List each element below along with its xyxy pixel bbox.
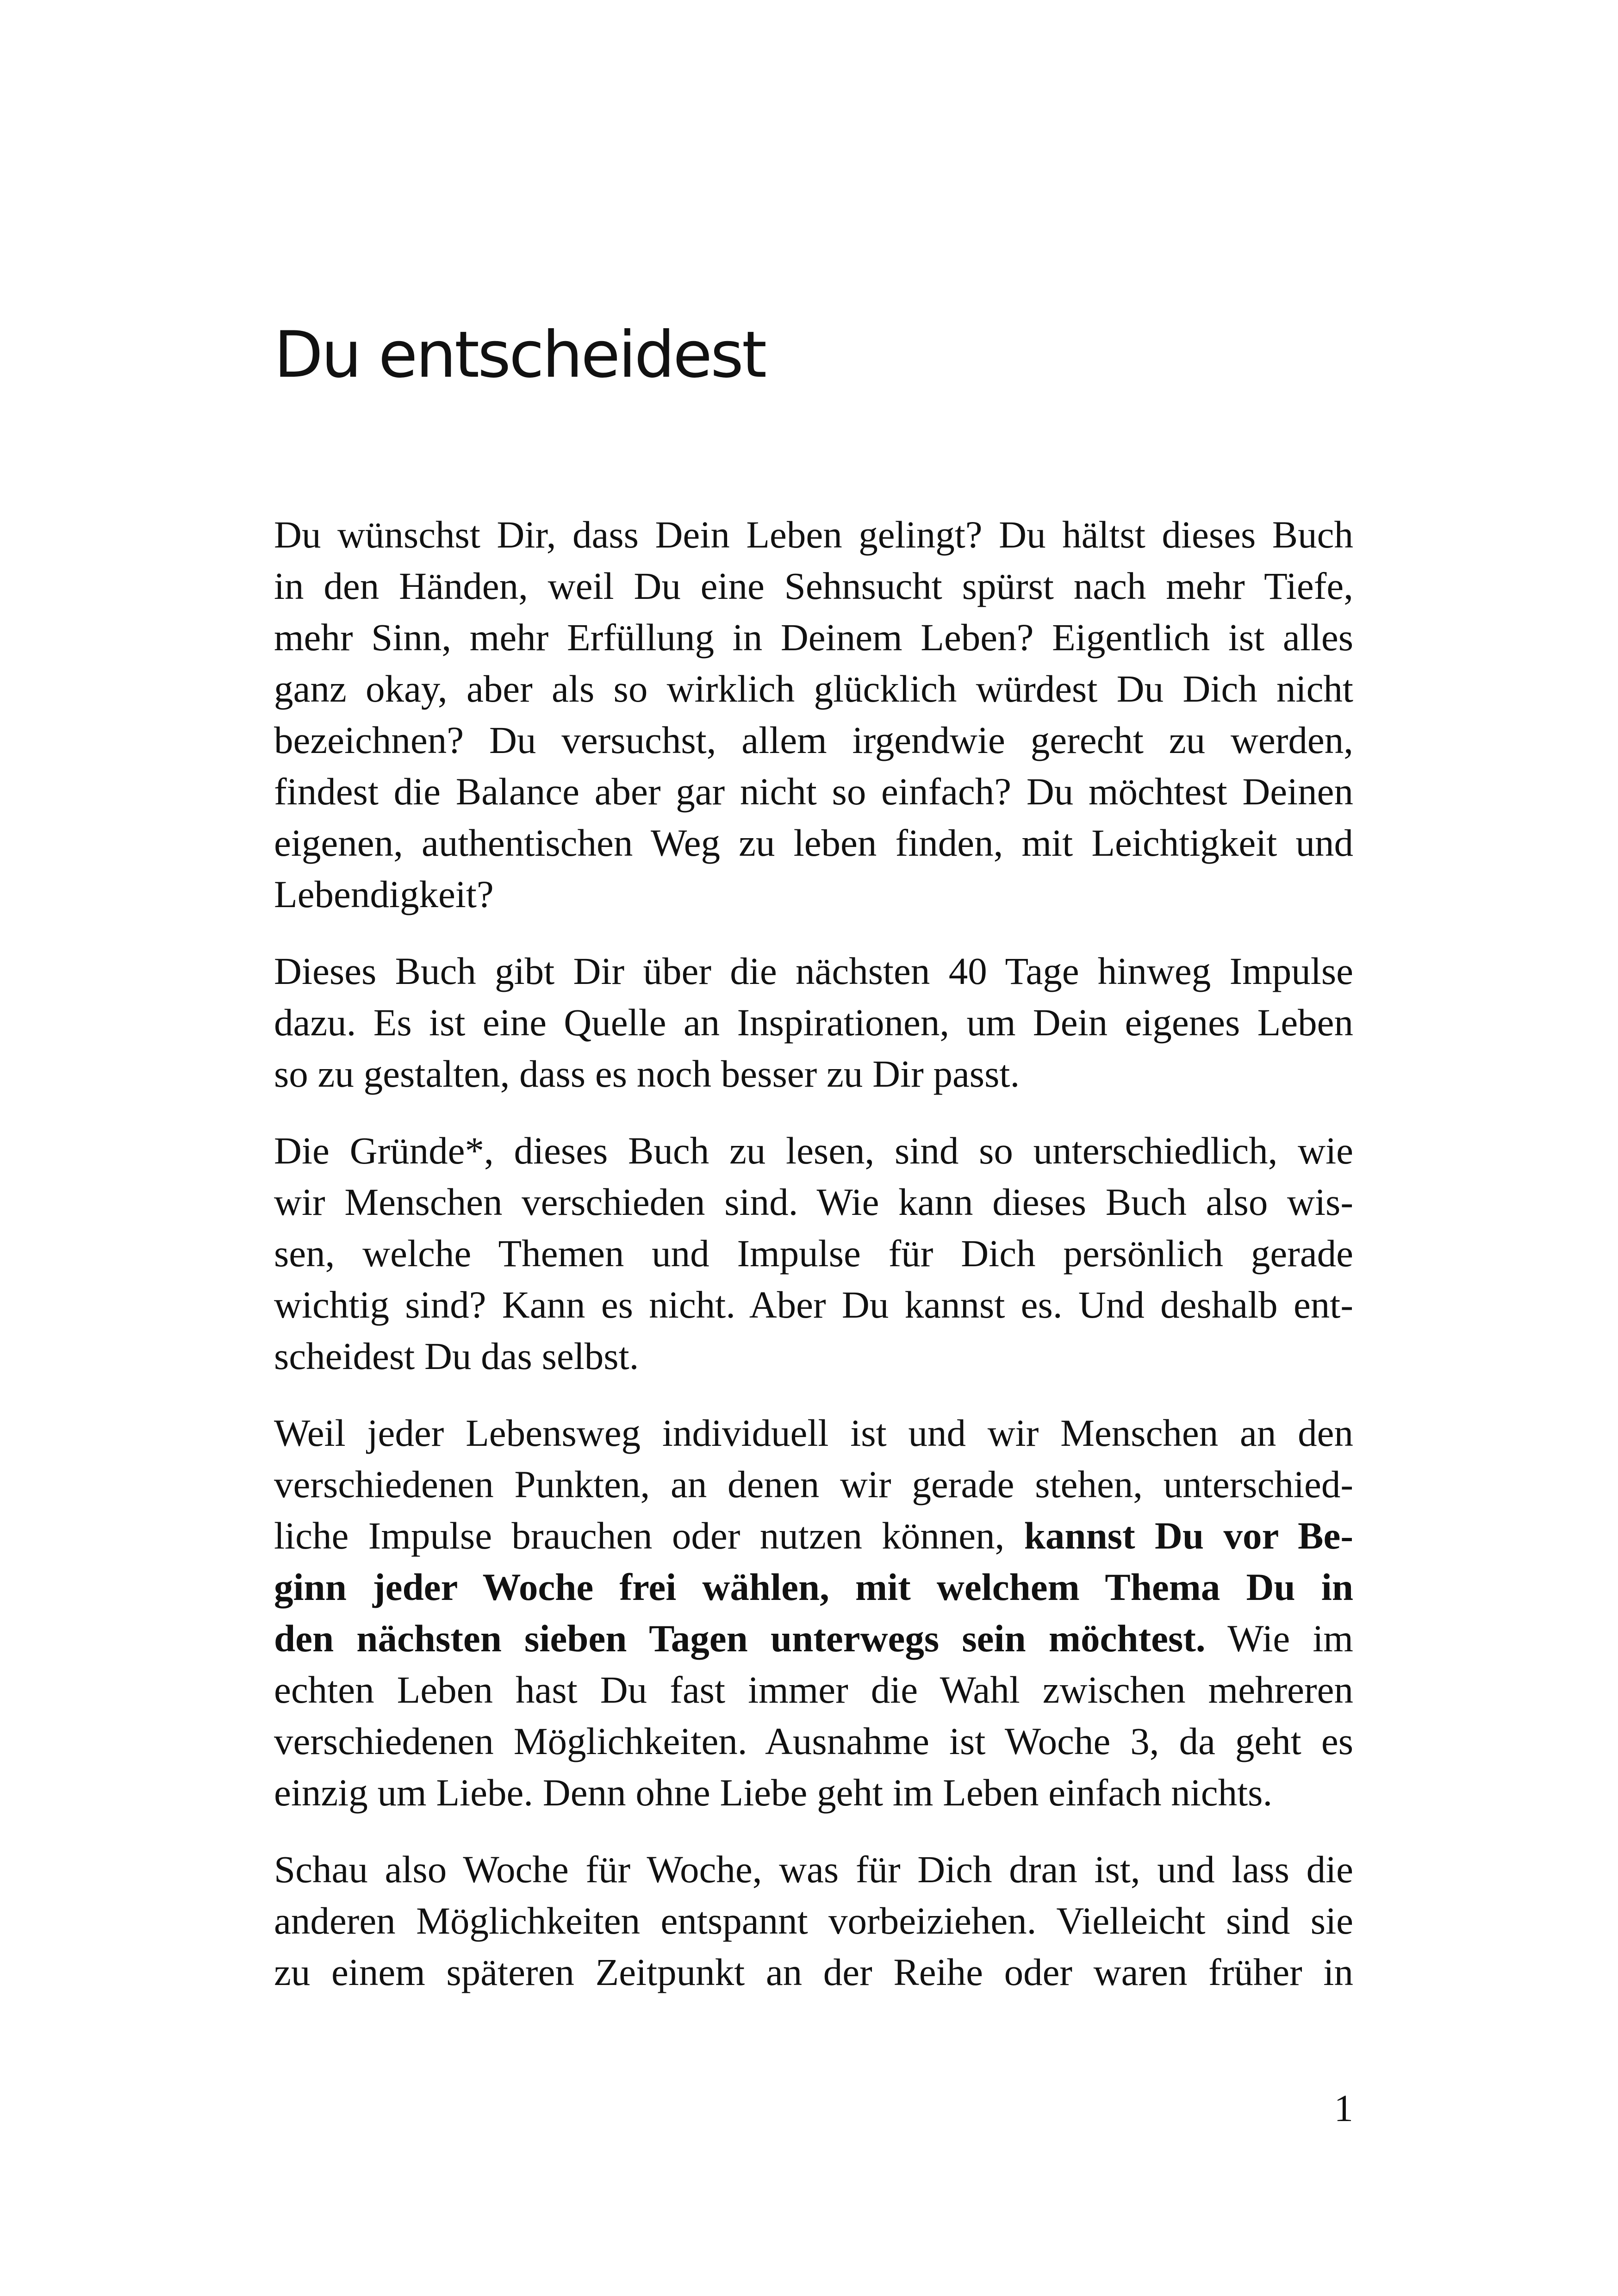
text-line: so zu gestalten, dass es noch besser zu Dir passt. [274, 1052, 1020, 1095]
text-line: Lebendigkeit? [274, 873, 494, 915]
paragraph-5 [274, 1844, 1353, 1998]
paragraph-4 [274, 1407, 1353, 1818]
bold-run: den nächsten sieben Tagen unterwegs sein möchtest. [274, 1617, 1206, 1660]
text-line: Die Gründe*, dieses Buch zu lesen, sind so unterschiedlich, wie [274, 1129, 1353, 1172]
text-line-mixed [274, 1510, 1353, 1562]
text-line: scheidest Du das selbst. [274, 1335, 639, 1377]
text-line: in den Händen, weil Du eine Sehnsucht spürst nach mehr Tiefe, [274, 565, 1353, 607]
bold-run: kannst Du vor Be- [1024, 1514, 1353, 1557]
text-line: ganz okay, aber als so wirklich glücklich würdest Du Dich nicht [274, 667, 1353, 710]
paragraph-2 [274, 946, 1353, 1100]
paragraph-1 [274, 509, 1353, 920]
chapter-heading: Du entscheidest [274, 317, 765, 392]
text-line: dazu. Es ist eine Quelle an Inspirationen, um Dein eigenes Leben [274, 1001, 1353, 1044]
text-line: mehr Sinn, mehr Erfüllung in Deinem Leben? Eigentlich ist alles [274, 616, 1353, 659]
text-line: Dieses Buch gibt Dir über die nächsten 40 Tage hinweg Impulse [274, 950, 1353, 992]
text-line: wir Menschen verschieden sind. Wie kann dieses Buch also wis- [274, 1181, 1353, 1223]
page-number: 1 [1334, 2087, 1353, 2129]
text-line: findest die Balance aber gar nicht so einfach? Du möchtest Deinen [274, 770, 1353, 813]
text-line-bold [274, 1562, 1353, 1613]
text-line: eigenen, authentischen Weg zu leben finden, mit Leichtigkeit und [274, 821, 1353, 864]
text-line: sen, welche Themen und Impulse für Dich persönlich gerade [274, 1232, 1353, 1275]
text-run: Wie im [1205, 1617, 1353, 1660]
text-line: bezeichnen? Du versuchst, allem irgendwie gerecht zu werden, [274, 719, 1353, 761]
text-line: verschiedenen Punkten, an denen wir gerade stehen, unterschied- [274, 1463, 1353, 1506]
bold-run: ginn jeder Woche frei wählen, mit welchem Thema Du in [274, 1566, 1353, 1608]
body-text [274, 509, 1353, 2023]
text-line: Weil jeder Lebensweg individuell ist und wir Menschen an den [274, 1412, 1353, 1454]
text-line: Du wünschst Dir, dass Dein Leben gelingt? Du hältst dieses Buch [274, 513, 1353, 556]
text-line: einzig um Liebe. Denn ohne Liebe geht im Leben einfach nichts. [274, 1771, 1273, 1814]
text-run: liche Impulse brauchen oder nutzen können, [274, 1514, 1024, 1557]
text-line: Schau also Woche für Woche, was für Dich dran ist, und lass die [274, 1848, 1353, 1891]
paragraph-3 [274, 1125, 1353, 1382]
text-line-mixed [274, 1613, 1353, 1664]
text-line: echten Leben hast Du fast immer die Wahl zwischen mehreren [274, 1668, 1353, 1711]
text-line: wichtig sind? Kann es nicht. Aber Du kannst es. Und deshalb ent- [274, 1283, 1353, 1326]
text-line: verschiedenen Möglichkeiten. Ausnahme ist Woche 3, da geht es [274, 1720, 1353, 1762]
text-line: anderen Möglichkeiten entspannt vorbeiziehen. Vielleicht sind sie [274, 1899, 1353, 1942]
text-line: zu einem späteren Zeitpunkt an der Reihe oder waren früher in [274, 1951, 1353, 1993]
